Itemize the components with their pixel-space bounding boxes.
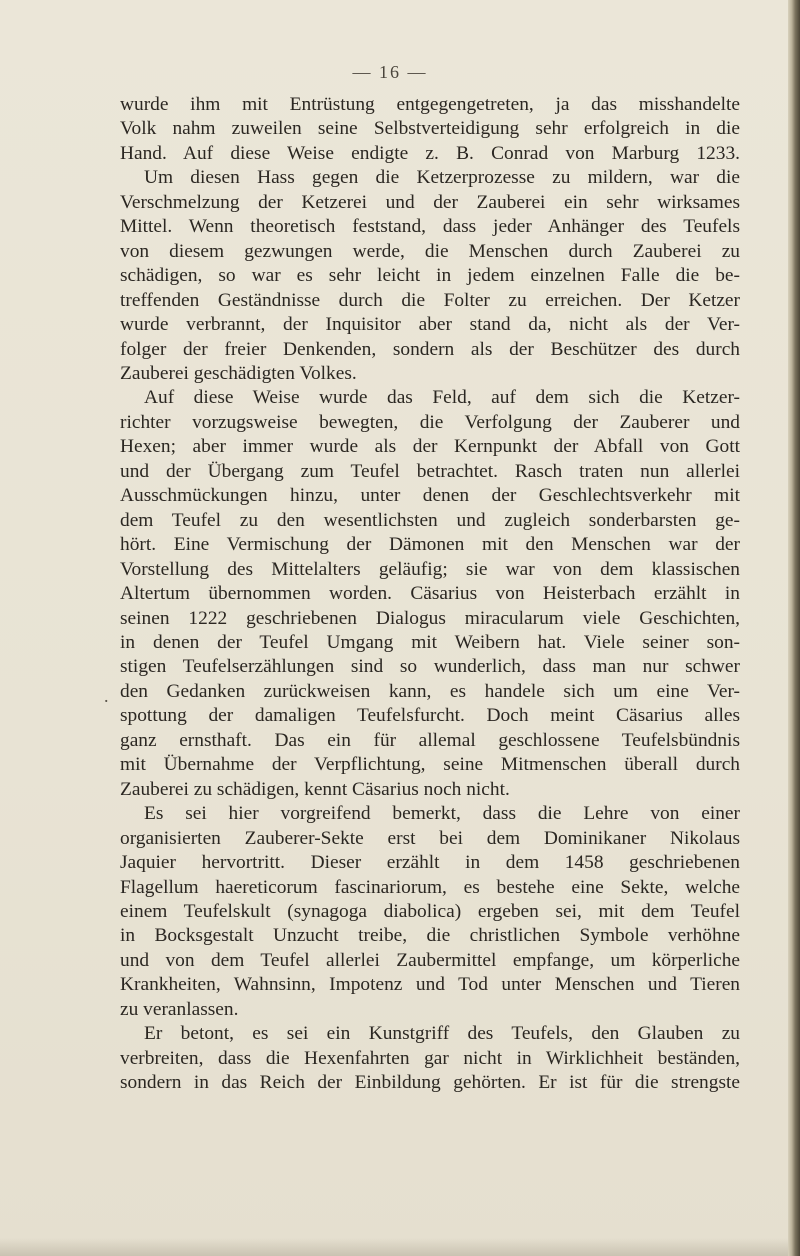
text-line: Ausschmückungen hinzu, unter denen der Geschlechtsverkehr mit (120, 485, 740, 507)
text-line: Volk nahm zuweilen seine Selbstverteidigung sehr erfolgreich in die (120, 118, 740, 140)
text-line: Verschmelzung der Ketzerei und der Zauberei ein sehr wirksames (120, 191, 740, 213)
text-line: zu veranlassen. (120, 998, 239, 1020)
text-line: sondern in das Reich der Einbildung gehörten. Er ist für die strengste (120, 1072, 740, 1094)
text-line: wurde verbrannt, der Inquisitor aber stand da, nicht als der Ver- (120, 314, 740, 336)
text-line: verbreiten, dass die Hexenfahrten gar nicht in Wirklichheit beständen, (120, 1047, 740, 1069)
text-line: und der Übergang zum Teufel betrachtet. Rasch traten nun allerlei (120, 460, 740, 482)
text-line: Zauberei geschädigten Volkes. (120, 362, 357, 384)
text-line: Jaquier hervortritt. Dieser erzählt in dem 1458 geschriebenen (120, 852, 740, 874)
text-line: Zauberei zu schädigen, kennt Cäsarius noch nicht. (120, 778, 510, 800)
page-bottom-shadow (0, 1238, 790, 1256)
book-spine-edge (788, 0, 800, 1256)
text-line: spottung der damaligen Teufelsfurcht. Doch meint Cäsarius alles (120, 705, 740, 727)
text-line: Mittel. Wenn theoretisch feststand, dass jeder Anhänger des Teufels (120, 216, 740, 238)
text-line: folger der freier Denkenden, sondern als der Beschützer des durch (120, 338, 740, 360)
text-line: Vorstellung des Mittelalters geläufig; sie war von dem klassischen (120, 558, 740, 580)
text-line: Es sei hier vorgreifend bemerkt, dass die Lehre von einer (144, 803, 740, 825)
text-line: von diesem gezwungen werde, die Menschen durch Zauberei zu (120, 240, 740, 262)
text-line: in Bocksgestalt Unzucht treibe, die christlichen Symbole verhöhne (120, 925, 740, 947)
text-line: dem Teufel zu den wesentlichsten und zugleich sonderbarsten ge- (120, 509, 740, 531)
text-line: wurde ihm mit Entrüstung entgegengetreten, ja das misshandelte (120, 94, 740, 115)
text-line: Flagellum haereticorum fascinariorum, es bestehe eine Sekte, welche (120, 876, 740, 898)
margin-mark: . (104, 686, 109, 706)
text-line: mit Übernahme der Verpflichtung, seine Mitmenschen überall durch (120, 754, 740, 776)
text-line: ganz ernsthaft. Das ein für allemal geschlossene Teufelsbündnis (120, 729, 740, 751)
text-line: stigen Teufelserzählungen sind so wunderlich, dass man nur schwer (120, 656, 740, 678)
text-line: Altertum übernommen worden. Cäsarius von Heisterbach erzählt in (120, 583, 740, 605)
text-line: schädigen, so war es sehr leicht in jedem einzelnen Falle die be- (120, 265, 740, 287)
text-line: einem Teufelskult (synagoga diabolica) ergeben sei, mit dem Teufel (120, 900, 740, 922)
text-line: seinen 1222 geschriebenen Dialogus miracularum viele Geschichten, (120, 607, 740, 629)
text-line: den Gedanken zurückweisen kann, es handele sich um eine Ver- (120, 680, 740, 702)
text-line: treffenden Geständnisse durch die Folter zu erreichen. Der Ketzer (120, 289, 740, 311)
text-line: und von dem Teufel allerlei Zaubermittel empfange, um körperliche (120, 949, 740, 971)
text-line: Hand. Auf diese Weise endigte z. B. Conrad von Marburg 1233. (120, 142, 740, 164)
text-line: Krankheiten, Wahnsinn, Impotenz und Tod unter Menschen und Tieren (120, 974, 740, 996)
page-number: — 16 — (352, 62, 428, 82)
text-line: Hexen; aber immer wurde als der Kernpunkt der Abfall von Gott (120, 436, 740, 458)
text-line: hört. Eine Vermischung der Dämonen mit den Menschen war der (120, 534, 740, 556)
body-text (120, 93, 740, 1096)
text-line: richter vorzugsweise bewegten, die Verfolgung der Zauberer und (120, 411, 740, 433)
text-line: Er betont, es sei ein Kunstgriff des Teufels, den Glauben zu (144, 1023, 740, 1045)
text-line: Um diesen Hass gegen die Ketzerprozesse zu mildern, war die (144, 167, 740, 189)
text-line: organisierten Zauberer-Sekte erst bei dem Dominikaner Nikolaus (120, 827, 740, 849)
text-line: in denen der Teufel Umgang mit Weibern hat. Viele seiner son- (120, 631, 740, 653)
text-line: Auf diese Weise wurde das Feld, auf dem sich die Ketzer- (144, 387, 740, 409)
